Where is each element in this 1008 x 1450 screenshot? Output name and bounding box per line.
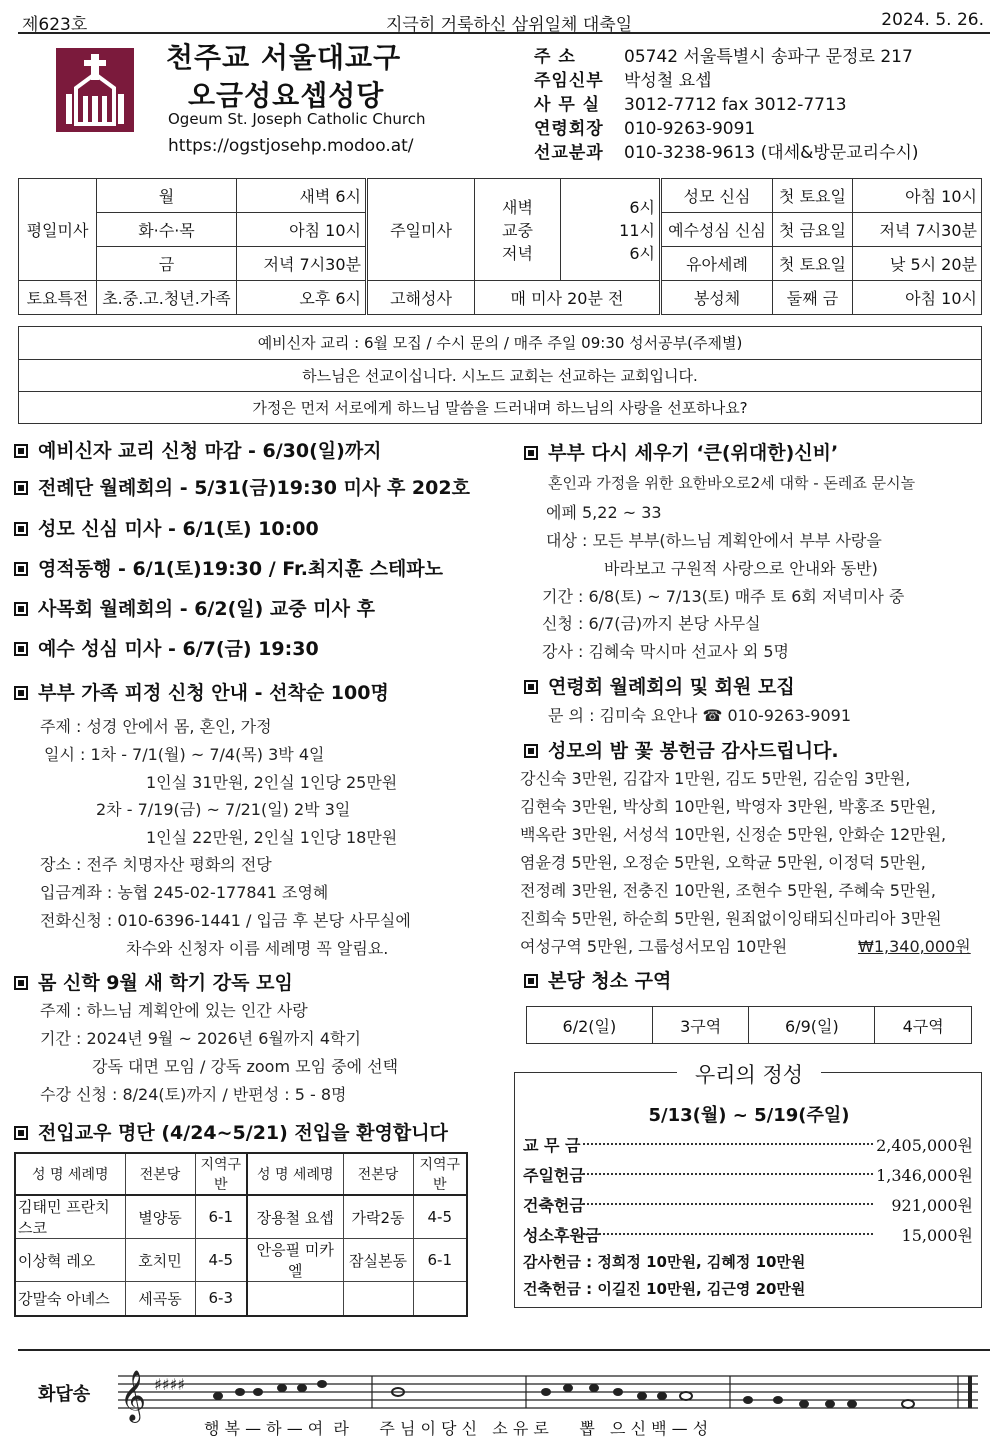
theology-theme: 주제 : 하느님 계획안에 있는 인간 사랑 (40, 1001, 308, 1020)
couple-registration: 신청 : 6/7(금)까지 본당 사무실 (542, 614, 761, 633)
notice-line: 하느님은 선교이십니다. 시노드 교회는 선교하는 교회입니다. (19, 360, 981, 393)
bullet-square-icon (14, 602, 28, 616)
info-pastor: 주임신부 박성철 요셉 (534, 71, 712, 91)
bullet-square-icon (524, 680, 538, 694)
donor-line: 전정례 3만원, 전충진 10만원, 조현수 5만원, 주혜숙 5만원, (520, 881, 936, 900)
theology-registration: 수강 신청 : 8/24(토)까지 / 반편성 : 5 - 8명 (40, 1085, 347, 1104)
bullet-square-icon (14, 1126, 28, 1140)
church-logo (56, 48, 134, 132)
cleaning-table: 6/2(일) 3구역 6/9(일) 4구역 (526, 1006, 972, 1044)
bullet-square-icon (14, 642, 28, 656)
psalm-label: 화답송 (38, 1384, 91, 1405)
bullet-square-icon (14, 976, 28, 990)
retreat-date-1: 일시 : 1차 - 7/1(월) ~ 7/4(목) 3박 4일 (44, 745, 325, 764)
top-line (18, 8, 990, 34)
table-row: 강말숙 아녜스 세곡동 6-3 (15, 1282, 467, 1316)
couple-target-cont: 바라보고 구원적 사랑으로 안내와 동반) (604, 559, 878, 578)
svg-text:♯♯♯♯: ♯♯♯♯ (154, 1375, 185, 1394)
bulletin-date: 2024. 5. 26. (881, 10, 984, 30)
couple-target: 대상 : 모든 부부(하느님 계획안에서 부부 사랑을 (546, 531, 882, 550)
donor-line: 김현숙 3만원, 박상희 10만원, 박영자 3만원, 박홍조 5만원, (520, 797, 936, 816)
info-mission: 선교분과 010-3238-9613 (대세&방문교리수시) (534, 143, 919, 163)
donor-line: 강신숙 3만원, 김갑자 1만원, 김도 5만원, 김순임 3만원, (520, 769, 911, 788)
church-english-name: Ogeum St. Joseph Catholic Church (168, 110, 426, 128)
archdiocese-name: 천주교 서울대교구 (166, 41, 402, 74)
donor-line: 여성구역 5만원, 그룹성서모임 10만원 (520, 937, 788, 956)
music-staff-icon (18, 1348, 990, 1448)
funeral-contact: 문 의 : 김미숙 요안나 ☎ 010-9263-9091 (548, 706, 852, 725)
bullet-square-icon (14, 686, 28, 700)
issue-number: 제623호 (22, 15, 88, 35)
notice-box (18, 326, 982, 424)
couple-university: 혼인과 가정을 위한 요한바오로2세 대학 - 돈레죠 문시놀 (548, 474, 916, 492)
bullet-square-icon (524, 446, 538, 460)
offering-title: 우리의 정성 (677, 1063, 821, 1087)
retreat-account: 입금계좌 : 농협 245-02-177841 조영혜 (40, 883, 329, 902)
feast-title: 지극히 거룩하신 삼위일체 대축일 (386, 15, 633, 35)
couple-period: 기간 : 6/8(토) ~ 7/13(토) 매주 토 6회 저녁미사 중 (542, 587, 905, 606)
church-url-link[interactable]: https://ogstjosehp.modoo.at/ (168, 136, 414, 156)
heading-cleaning: 본당 청소 구역 (524, 966, 671, 993)
heading-funeral-society: 연령회 월례회의 및 회원 모집 (524, 672, 795, 699)
couple-lecturer: 강사 : 김혜숙 막시마 선교사 외 5명 (542, 642, 790, 661)
mass-schedule-table: 평일미사 월 새벽 6시 주일미사 새벽 교중 저녁 6시 11시 6시 성모 신심 첫 토요일 아침 10시 화·수·목 아침 10시 예수성심 신심 첫 금요일 저녁 7시30분 금 저녁 7시30분 유아세례 첫 토요일 낮 5시 20분 토요특전 초.중.고.청년.가족 오후 6시 고해성사 매 미사 20분 전 봉성체 둘째 금 아침 10시 (18, 178, 982, 315)
donor-total: ₩1,340,000원 (858, 937, 971, 956)
retreat-price-1: 1인실 31만원, 2인실 1인당 25만원 (146, 773, 398, 792)
notice-line: 예비신자 교리 : 6월 모집 / 수시 문의 / 매주 주일 09:30 성서공부(주제별) (19, 327, 981, 360)
donor-line: 염윤경 5만원, 오정순 5만원, 오학균 5만원, 이정덕 5만원, (520, 853, 926, 872)
table-header-row: 성 명 세례명 전본당 지역구반 성 명 세례명 전본당 지역구반 (15, 1153, 467, 1195)
retreat-phone: 전화신청 : 010-6396-1441 / 입금 후 본당 사무실에 (40, 911, 411, 930)
couple-scripture: 에페 5,22 ~ 33 (546, 503, 662, 522)
heading-council-meeting: 사목회 월례회의 - 6/2(일) 교중 미사 후 (14, 594, 375, 621)
retreat-date-2: 2차 - 7/19(금) ~ 7/21(일) 2박 3일 (96, 800, 351, 819)
donor-line: 진희숙 5만원, 하순희 5만원, 원죄없이잉태되신마리아 3만원 (520, 909, 942, 928)
retreat-theme: 주제 : 성경 안에서 몸, 혼인, 가정 (40, 717, 272, 736)
new-parishioners-table (14, 1152, 468, 1317)
notice-line: 가정은 먼저 서로에게 하느님 말씀을 드러내며 하느님의 사랑을 선포하나요? (252, 399, 748, 418)
heading-flower-offering: 성모의 밤 꽃 봉헌금 감사드립니다. (524, 736, 839, 763)
table-row: 김태민 프란치스코 별양동 6-1 장용철 요셉 가락2동 4-5 (15, 1195, 467, 1239)
info-office: 사 무 실 3012-7712 fax 3012-7713 (534, 95, 847, 115)
theology-format: 강독 대면 모임 / 강독 zoom 모임 중에 선택 (92, 1057, 399, 1076)
heading-theology-of-body: 몸 신학 9월 새 학기 강독 모임 (14, 968, 293, 995)
thanks-offering: 감사헌금 : 정희정 10만원, 김혜정 10만원 (523, 1253, 806, 1271)
heading-liturgy-meeting: 전례단 월례회의 - 5/31(금)19:30 미사 후 202호 (14, 473, 470, 500)
heading-couple-rebuild: 부부 다시 세우기 ‘큰(위대한)신비’ (524, 438, 838, 465)
retreat-price-2: 1인실 22만원, 2인실 1인당 18만원 (146, 828, 398, 847)
sunday-mass-times: 6시 11시 6시 (561, 179, 661, 281)
offering-period: 5/13(월) ~ 5/19(주일) (648, 1105, 850, 1126)
heading-new-parishioners: 전입교우 명단 (4/24~5/21) 전입을 환영합니다 (14, 1118, 448, 1145)
psalm-lyrics: 행 복 — 하 — 여 라 주 님 이 당 신 소 유 로 뽑 으 신 백 — 성 (204, 1419, 709, 1438)
bullet-square-icon (14, 522, 28, 536)
heading-spiritual-companion: 영적동행 - 6/1(토)19:30 / Fr.최지훈 스테파노 (14, 554, 443, 581)
svg-text:𝄞: 𝄞 (120, 1370, 147, 1421)
church-building-icon (56, 48, 134, 132)
heading-sacred-heart-mass: 예수 성심 미사 - 6/7(금) 19:30 (14, 634, 319, 661)
sunday-mass-label: 주일미사 (367, 179, 475, 281)
responsorial-psalm (18, 1348, 990, 1448)
offering-box: 우리의 정성 5/13(월) ~ 5/19(주일) 교 무 금 2,405,000원 주일헌금 1,346,000원 건축헌금 921,000원 성소후원금 15,000원 감사헌금 : 정희정 10만원, 김혜정 10만원 건축헌금 : 이길진 10만원, 김근영 20만원 (514, 1072, 982, 1308)
bullet-square-icon (14, 444, 28, 458)
confession-label: 고해성사 (367, 281, 475, 315)
bullet-square-icon (14, 481, 28, 495)
info-address: 주 소 05742 서울특별시 송파구 문정로 217 (534, 47, 913, 67)
theology-period: 기간 : 2024년 9월 ~ 2026년 6월까지 4학기 (40, 1029, 361, 1048)
building-offering-donors: 건축헌금 : 이길진 10만원, 김근영 20만원 (523, 1280, 806, 1298)
bullet-square-icon (524, 744, 538, 758)
retreat-note: 차수와 신청자 이름 세례명 꼭 알림요. (126, 939, 389, 958)
bullet-square-icon (14, 562, 28, 576)
heading-family-retreat: 부부 가족 피정 신청 안내 - 선착순 100명 (14, 678, 389, 705)
info-funeral: 연령회장 010-9263-9091 (534, 119, 756, 139)
church-name: 오금성요셉성당 (188, 79, 385, 112)
sunday-mass-names: 새벽 교중 저녁 (475, 179, 561, 281)
table-row: 이상혁 레오 호치민 4-5 안응필 미카엘 잠실본동 6-1 (15, 1239, 467, 1282)
saturday-mass-label: 토요특전 (19, 281, 97, 315)
donor-line: 백옥란 3만원, 서성석 10만원, 신정순 5만원, 안화순 12만원, (520, 825, 947, 844)
retreat-place: 장소 : 전주 치명자산 평화의 전당 (40, 855, 272, 874)
heading-mary-mass: 성모 신심 미사 - 6/1(토) 10:00 (14, 514, 319, 541)
heading-catechism-deadline: 예비신자 교리 신청 마감 - 6/30(일)까지 (14, 436, 382, 463)
weekday-mass-label: 평일미사 (19, 179, 97, 281)
bullet-square-icon (524, 974, 538, 988)
